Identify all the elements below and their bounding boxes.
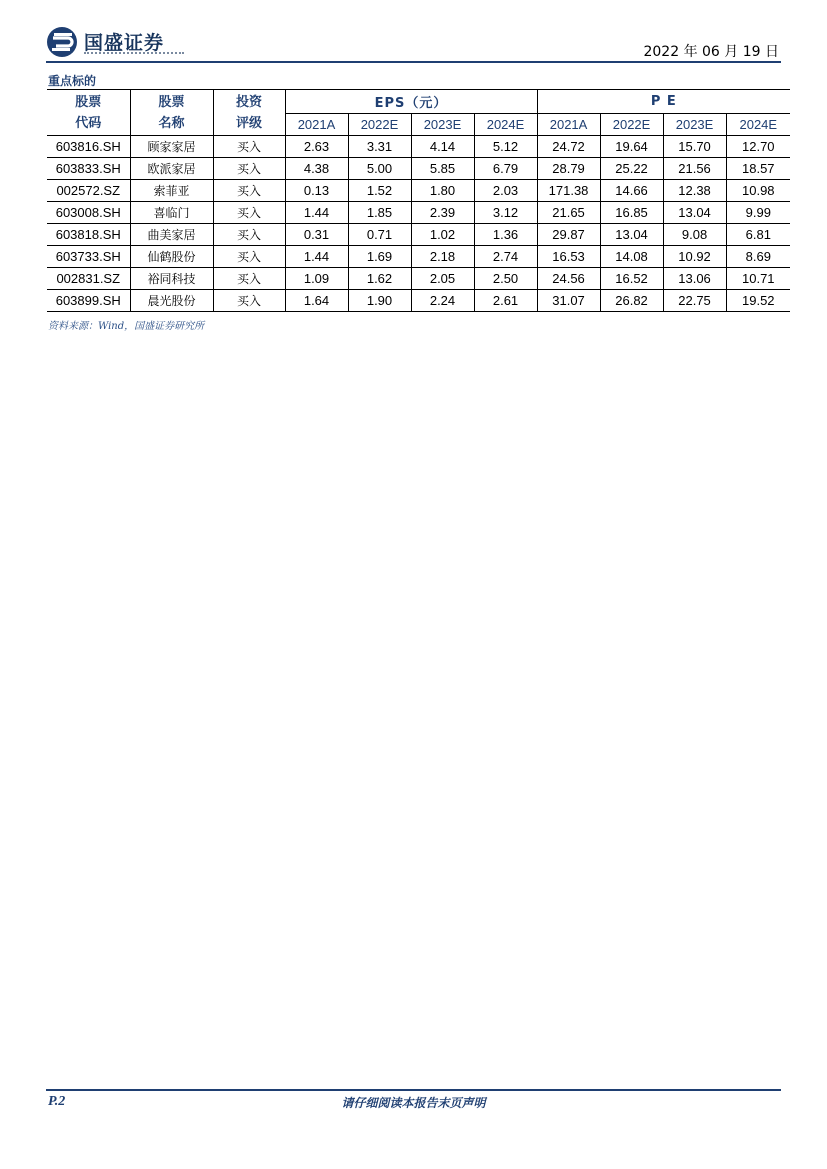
pe-cell: 24.56 [537, 268, 600, 290]
eps-cell: 4.38 [285, 158, 348, 180]
rating-cell: 买入 [213, 202, 285, 224]
eps-cell: 2.03 [474, 180, 537, 202]
pe-cell: 21.56 [663, 158, 726, 180]
pe-cell: 10.71 [726, 268, 790, 290]
header-code-line2: 代码 [75, 115, 102, 131]
header-eps-year: 2024E [474, 114, 537, 136]
stock-code-cell: 603816.SH [47, 136, 130, 158]
eps-cell: 0.31 [285, 224, 348, 246]
pe-cell: 13.06 [663, 268, 726, 290]
pe-cell: 171.38 [537, 180, 600, 202]
stock-name-cell: 仙鹤股份 [130, 246, 213, 268]
page-number: P.2 [48, 1094, 66, 1109]
pe-cell: 19.64 [600, 136, 663, 158]
pe-cell: 25.22 [600, 158, 663, 180]
footer-disclaimer: 请仔细阅读本报告末页声明 [341, 1096, 486, 1110]
eps-cell: 5.00 [348, 158, 411, 180]
eps-cell: 6.79 [474, 158, 537, 180]
header-pe-year: 2021A [537, 114, 600, 136]
header-rating [213, 90, 285, 136]
eps-cell: 2.74 [474, 246, 537, 268]
footer-divider [46, 1089, 781, 1091]
pe-cell: 12.70 [726, 136, 790, 158]
stock-code-cell: 002831.SZ [47, 268, 130, 290]
header-rating-line2: 评级 [235, 115, 262, 131]
eps-cell: 1.80 [411, 180, 474, 202]
header-name-line2: 名称 [158, 115, 185, 131]
rating-cell: 买入 [213, 246, 285, 268]
eps-cell: 1.69 [348, 246, 411, 268]
pe-cell: 15.70 [663, 136, 726, 158]
report-date: 2022 年 06 月 19 日 [643, 44, 779, 60]
data-source-note: 资料来源：Wind，国盛证券研究所 [48, 321, 205, 332]
eps-cell: 2.50 [474, 268, 537, 290]
stock-name-cell: 裕同科技 [130, 268, 213, 290]
table-row [47, 180, 790, 202]
header-stock-code [47, 90, 130, 136]
brand-subline [84, 52, 184, 57]
pe-cell: 10.98 [726, 180, 790, 202]
header-rating-line1: 投资 [235, 94, 262, 110]
eps-cell: 1.85 [348, 202, 411, 224]
pe-cell: 18.57 [726, 158, 790, 180]
rating-cell: 买入 [213, 158, 285, 180]
stock-name-cell: 曲美家居 [130, 224, 213, 246]
eps-cell: 1.90 [348, 290, 411, 312]
pe-cell: 9.08 [663, 224, 726, 246]
header-pe-year: 2022E [600, 114, 663, 136]
eps-cell: 2.24 [411, 290, 474, 312]
eps-cell: 1.02 [411, 224, 474, 246]
table-row [47, 136, 790, 158]
pe-cell: 13.04 [663, 202, 726, 224]
eps-cell: 2.05 [411, 268, 474, 290]
eps-cell: 1.64 [285, 290, 348, 312]
pe-cell: 13.04 [600, 224, 663, 246]
stock-name-cell: 索菲亚 [130, 180, 213, 202]
pe-cell: 28.79 [537, 158, 600, 180]
pe-cell: 16.85 [600, 202, 663, 224]
table-row [47, 202, 790, 224]
eps-cell: 1.36 [474, 224, 537, 246]
section-title: 重点标的 [48, 74, 97, 88]
stock-name-cell: 喜临门 [130, 202, 213, 224]
pe-cell: 8.69 [726, 246, 790, 268]
table-row [47, 246, 790, 268]
eps-cell: 3.31 [348, 136, 411, 158]
eps-cell: 0.71 [348, 224, 411, 246]
pe-cell: 19.52 [726, 290, 790, 312]
header-stock-name [130, 90, 213, 136]
pe-cell: 16.53 [537, 246, 600, 268]
eps-cell: 2.39 [411, 202, 474, 224]
pe-cell: 12.38 [663, 180, 726, 202]
rating-cell: 买入 [213, 290, 285, 312]
pe-cell: 14.66 [600, 180, 663, 202]
eps-cell: 4.14 [411, 136, 474, 158]
header-eps-year: 2023E [411, 114, 474, 136]
logo-icon [46, 26, 78, 58]
pe-cell: 24.72 [537, 136, 600, 158]
stock-code-cell: 603899.SH [47, 290, 130, 312]
eps-cell: 5.12 [474, 136, 537, 158]
pe-cell: 10.92 [663, 246, 726, 268]
stock-code-cell: 603818.SH [47, 224, 130, 246]
stock-name-cell: 晨光股份 [130, 290, 213, 312]
header-eps-group: EPS（元） [285, 90, 537, 114]
table-body [47, 136, 790, 312]
pe-cell: 14.08 [600, 246, 663, 268]
eps-cell: 3.12 [474, 202, 537, 224]
table-row [47, 224, 790, 246]
pe-cell: 9.99 [726, 202, 790, 224]
eps-cell: 1.44 [285, 246, 348, 268]
pe-cell: 29.87 [537, 224, 600, 246]
header-pe-group: P E [537, 90, 790, 114]
eps-cell: 2.63 [285, 136, 348, 158]
pe-cell: 26.82 [600, 290, 663, 312]
header-code-line1: 股票 [75, 94, 102, 110]
header-eps-year: 2021A [285, 114, 348, 136]
header-divider [46, 61, 781, 63]
eps-cell: 2.18 [411, 246, 474, 268]
header-eps-year: 2022E [348, 114, 411, 136]
key-stocks-table [47, 89, 790, 312]
stock-code-cell: 603833.SH [47, 158, 130, 180]
rating-cell: 买入 [213, 224, 285, 246]
eps-cell: 1.52 [348, 180, 411, 202]
table-row [47, 268, 790, 290]
eps-cell: 1.62 [348, 268, 411, 290]
stock-code-cell: 603008.SH [47, 202, 130, 224]
rating-cell: 买入 [213, 180, 285, 202]
brand-name: 国盛证券 [84, 32, 165, 54]
brand-logo [46, 24, 186, 62]
eps-cell: 2.61 [474, 290, 537, 312]
header-pe-year: 2023E [663, 114, 726, 136]
pe-cell: 6.81 [726, 224, 790, 246]
pe-cell: 16.52 [600, 268, 663, 290]
stock-name-cell: 欧派家居 [130, 158, 213, 180]
header-pe-year: 2024E [726, 114, 790, 136]
pe-cell: 22.75 [663, 290, 726, 312]
stock-name-cell: 顾家家居 [130, 136, 213, 158]
pe-cell: 31.07 [537, 290, 600, 312]
eps-cell: 0.13 [285, 180, 348, 202]
eps-cell: 1.44 [285, 202, 348, 224]
table-row [47, 158, 790, 180]
rating-cell: 买入 [213, 268, 285, 290]
table-row [47, 290, 790, 312]
pe-cell: 21.65 [537, 202, 600, 224]
rating-cell: 买入 [213, 136, 285, 158]
eps-cell: 1.09 [285, 268, 348, 290]
eps-cell: 5.85 [411, 158, 474, 180]
header-name-line1: 股票 [158, 94, 185, 110]
stock-code-cell: 603733.SH [47, 246, 130, 268]
stock-code-cell: 002572.SZ [47, 180, 130, 202]
